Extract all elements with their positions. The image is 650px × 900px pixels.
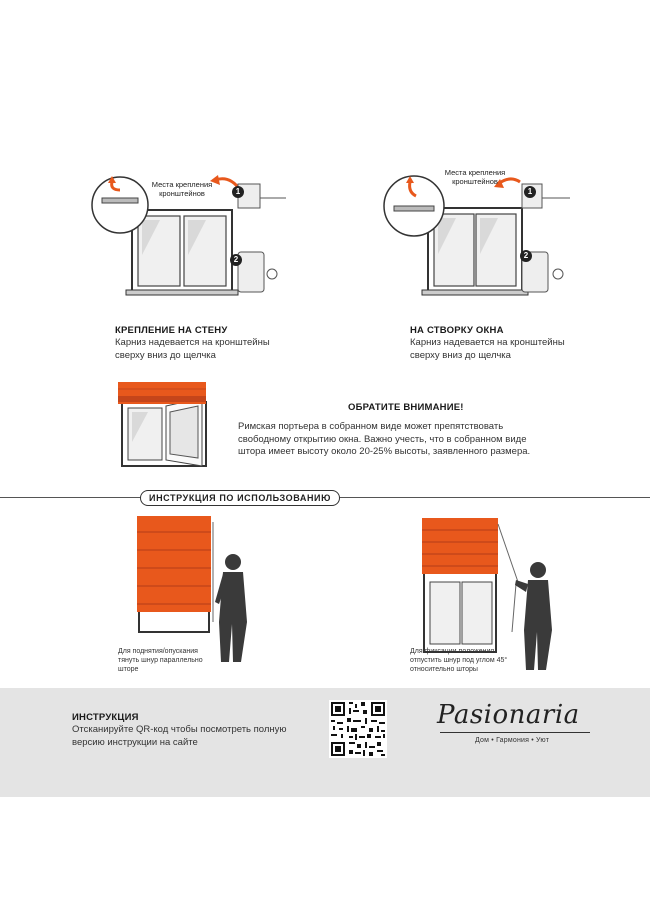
sash-mount-desc: Карниз надевается на кронштейны сверху вниз до щелчка: [410, 337, 565, 361]
notice-text: Римская портьера в собранном виде может препятствовать свободному открытию окна. Важно учесть, что в собранном виде штора имеет высоту около 20-25% высоты, заявленного размера.: [238, 421, 531, 457]
sash-callout: Места крепления кронштейнов: [444, 168, 506, 186]
lowering-caption: Для поднятия/опускания тянуть шнур параллельно шторе: [118, 648, 203, 673]
brand-underline: [440, 732, 590, 733]
footer-text: Отсканируйте QR-код чтобы посмотреть полную версию инструкции на сайте: [72, 724, 287, 748]
sash-step1-badge: 1: [524, 186, 536, 198]
usage-section-title: ИНСТРУКЦИЯ ПО ИСПОЛЬЗОВАНИЮ: [140, 490, 340, 506]
brand-tagline: Дом • Гармония • Уют: [475, 737, 550, 744]
qr-code[interactable]: [329, 700, 387, 758]
sash-mount-title: НА СТВОРКУ ОКНА: [410, 325, 504, 336]
wall-step2-badge: 2: [230, 254, 242, 266]
sash-mount-illustration: [380, 170, 590, 310]
notice-title: ОБРАТИТЕ ВНИМАНИЕ!: [348, 402, 464, 413]
wall-mount-title: КРЕПЛЕНИЕ НА СТЕНУ: [115, 325, 228, 336]
wall-step1-badge: 1: [232, 186, 244, 198]
open-window-with-blind-illustration: [118, 380, 210, 470]
fixing-caption: Для фиксации положения отпустить шнур под углом 45° относительно шторы: [410, 648, 508, 673]
brand-logo: Pasionaria: [437, 700, 580, 730]
wall-mount-desc: Карниз надевается на кронштейны сверху вниз до щелчка: [115, 337, 270, 361]
sash-step2-badge: 2: [520, 250, 532, 262]
footer-title: ИНСТРУКЦИЯ: [72, 712, 139, 723]
wall-callout: Места крепления кронштейнов: [151, 180, 213, 198]
